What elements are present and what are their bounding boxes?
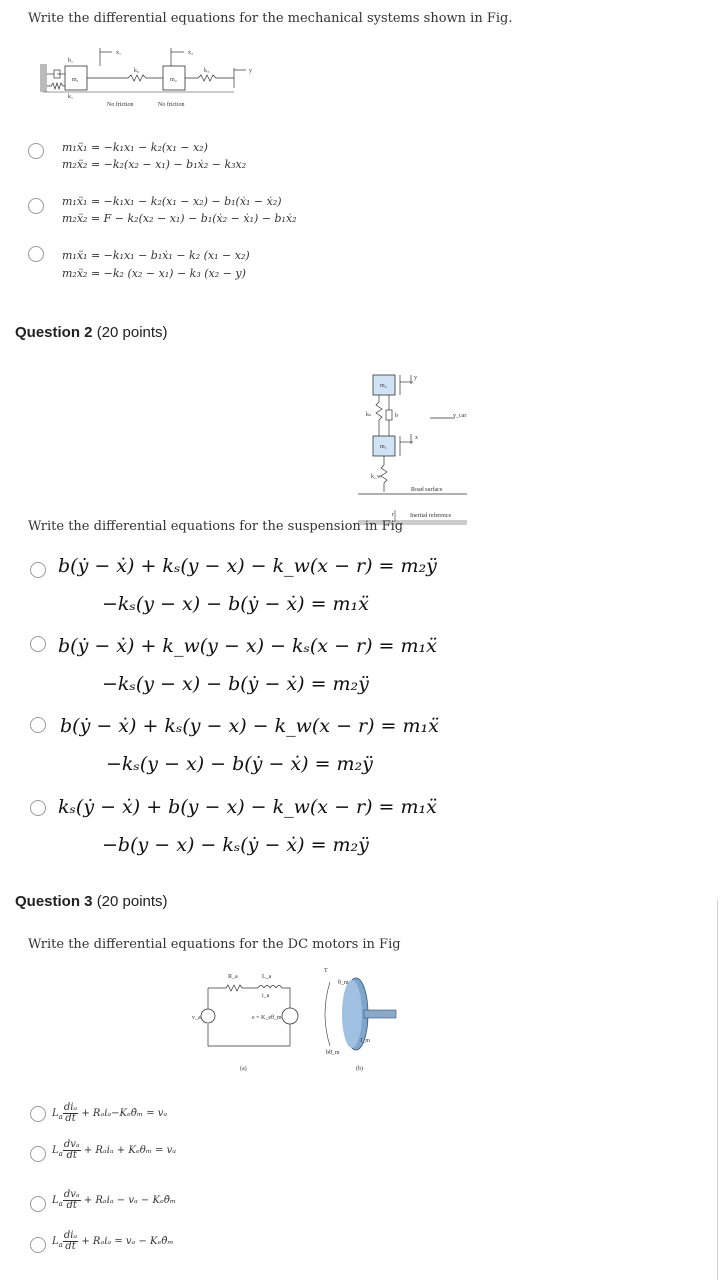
q1-label-k1: k₁ [68,94,74,100]
q3-label-torque: T [324,968,328,974]
q2-label-ks: kₛ [366,412,372,418]
q3-label-ra: R_a [228,974,238,980]
q1-label-x2: x₂ [188,50,194,56]
q3-points: (20 points) [96,893,168,910]
q3-heading [15,893,168,910]
q1-spring-k2 [87,75,163,81]
q2-label-kw: k_w [371,474,382,480]
q2-option-3-line2: −kₛ(y − x) − b(ẏ − ẋ) = m₂ÿ [106,753,373,775]
q2-option-1-line2: −kₛ(y − x) − b(ẏ − ẋ) = m₁ẍ [102,593,369,615]
q2-option-4-line2: −b(y − x) − kₛ(ẏ − ẋ) = m₂ÿ [102,834,369,856]
q2-option-3-radio[interactable] [30,717,46,733]
q1-prompt: Write the differential equations for the mechanical systems shown in Fig. [28,11,513,26]
q3-caption-a: (a) [240,1066,247,1072]
q1-label-m1: m₁ [72,77,79,83]
q2-points: (20 points) [96,324,168,341]
q3-inductor-la [258,986,282,989]
q1-option-2-radio[interactable] [28,198,44,214]
q3-option-2-radio[interactable] [30,1146,46,1162]
q2-label-r: r [392,512,394,518]
q2-label-m1: m₁ [380,444,387,450]
q2-label-road: Road surface [411,487,443,493]
q3-caption-b: (b) [356,1066,363,1072]
q2-label-m2: m₂ [380,383,387,389]
q1-option-2-line2: m₂ẍ₂ = F − k₂(x₂ − x₁) − b₁(ẋ₂ − ẋ₁) − b₁ẋ₂ [62,212,297,225]
q3-label-ia: i_a [262,993,270,999]
q2-option-3-line1: b(ẏ − ẋ) + kₛ(y − x) − k_w(x − r) = m₁ẍ [60,715,439,737]
q3-label-theta: θ_m [338,980,349,986]
q2-title: Question 2 [15,324,93,341]
q3-resistor-ra [208,985,258,991]
q1-spring-k3 [185,75,234,81]
q3-voltage-source [201,1009,215,1023]
q1-no-friction-2: No friction [158,102,185,108]
q2-label-y: y [414,375,417,381]
q3-back-emf-source [282,1008,298,1024]
q2-label-inertial: Inertial reference [410,513,452,519]
q1-label-m2: m₂ [170,77,177,83]
q1-option-3-line2: m₂ẍ₂ = −k₂ (x₂ − x₁) − k₃ (x₂ − y) [62,267,246,280]
q3-option-3-eq: $L_a$ $\frac{\text{dvₐ}}{dt}$ + Rₐiₐ − vₐ − Kₑθ̇ₘ [52,1189,176,1211]
q3-rotation-arrow [325,982,330,1046]
q1-no-friction-1: No friction [107,102,134,108]
q3-option-3-radio[interactable] [30,1196,46,1212]
q3-figure [192,962,406,1074]
q3-motor-shaft [364,1010,396,1018]
q2-label-vcar: v_car [453,413,467,419]
q2-spring-ks [376,395,382,436]
q1-wall [40,64,47,92]
q1-option-1-line1: m₁ẍ₁ = −k₁x₁ − k₂(x₁ − x₂) [62,141,208,154]
q3-title: Question 3 [15,893,93,910]
q1-label-k3: k₃ [204,68,210,74]
q3-option-2-eq: $L_a$ $\frac{\text{dvₐ}}{dt}$ + Rₐiₐ + Kₑθₘ = vₐ [52,1139,176,1161]
q2-figure [355,370,470,530]
q1-label-b1: b₁ [68,58,74,64]
q2-spring-kw [381,456,387,492]
q3-option-4-eq: $L_a$ $\frac{\text{diₐ}}{dt}$ + Rₐiₐ = vₐ − Kₑθ̇ₘ [52,1230,174,1252]
q3-label-jm: J_m [360,1038,371,1044]
page-edge-divider [717,900,718,1280]
q3-label-va: v_a [192,1015,201,1021]
q1-label-y: y [249,68,252,74]
q3-option-4-radio[interactable] [30,1237,46,1253]
q2-heading [15,324,168,341]
q1-label-x1: x₁ [116,50,122,56]
q3-label-damping: bθ̇_m [326,1050,340,1056]
q1-option-3-radio[interactable] [28,246,44,262]
q1-label-k2: k₂ [134,68,140,74]
q2-option-1-radio[interactable] [30,562,46,578]
q3-option-1-radio[interactable] [30,1106,46,1122]
q1-option-3-line1: m₁ẍ₁ = −k₁x₁ − b₁ẋ₁ − k₂ (x₁ − x₂) [62,249,250,262]
q3-label-la: L_a [262,974,272,980]
q2-prompt: Write the differential equations for the suspension in Fig [28,519,404,534]
q2-option-2-line1: b(ẏ − ẋ) + k_w(y − x) − kₛ(x − r) = m₁ẍ [58,635,437,657]
q1-figure [38,44,268,110]
q1-option-2-line1: m₁ẍ₁ = −k₁x₁ − k₂(x₁ − x₂) − b₁(ẋ₁ − ẋ₂) [62,195,282,208]
q3-label-emf: e = K_eθ̇_m [252,1015,282,1021]
q2-option-1-line1: b(ẏ − ẋ) + kₛ(y − x) − k_w(x − r) = m₂ÿ [58,555,437,577]
q2-option-4-radio[interactable] [30,800,46,816]
q2-option-2-radio[interactable] [30,636,46,652]
q2-option-2-line2: −kₛ(y − x) − b(ẏ − ẋ) = m₂ÿ [102,673,369,695]
q2-label-x: x [415,435,418,441]
q2-label-b: b [395,413,398,419]
q2-damper-b [386,410,392,420]
q1-spring-k1 [47,83,65,89]
q1-option-1-radio[interactable] [28,143,44,159]
q2-option-4-line1: kₛ(ẏ − ẋ) + b(y − x) − k_w(x − r) = m₁ẍ [58,796,437,818]
q3-prompt: Write the differential equations for the DC motors in Fig [28,937,401,952]
q1-option-1-line2: m₂ẍ₂ = −k₂(x₂ − x₁) − b₁ẋ₂ − k₃x₂ [62,158,247,171]
q3-option-1-eq: $L_a$ $\frac{\text{diₐ}}{dt}$ + Rₐiₐ−Kₑθ̇ₘ = vₐ [52,1102,168,1124]
